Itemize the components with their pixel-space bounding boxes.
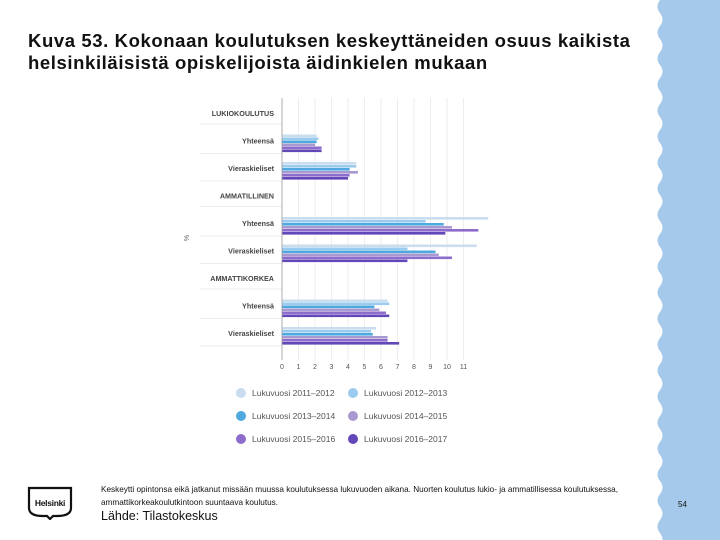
legend-swatch bbox=[348, 411, 358, 421]
legend-item bbox=[348, 434, 447, 444]
footnote: Keskeytti opintonsa eikä jatkanut missään muussa koulutuksessa lukuvuoden aikana. Nuorten koulutus lukio- ja ammatillisessa koulutuksessa, ammattikorkeakoulutkintoon suuntaava koulutus. bbox=[101, 485, 618, 507]
category-label: Vieraskieliset bbox=[228, 329, 274, 338]
bar bbox=[282, 220, 426, 223]
source-text: Lähde: Tilastokeskus bbox=[101, 509, 218, 523]
legend-item bbox=[236, 434, 335, 444]
x-tick-label: 10 bbox=[443, 364, 451, 370]
category-label: Yhteensä bbox=[242, 301, 274, 311]
bar bbox=[282, 257, 452, 260]
bar bbox=[282, 315, 389, 318]
bar bbox=[282, 248, 407, 251]
group-header-label: LUKIOKOULUTUS bbox=[211, 109, 274, 118]
x-tick-label: 5 bbox=[362, 364, 367, 370]
bar bbox=[282, 300, 388, 303]
bar bbox=[282, 251, 435, 254]
x-tick-label: 2 bbox=[313, 364, 317, 370]
x-tick-label: 8 bbox=[412, 364, 416, 370]
x-tick-label: 7 bbox=[395, 364, 400, 370]
bar bbox=[282, 254, 439, 257]
x-tick-label: 11 bbox=[459, 364, 468, 370]
group-header-label: AMMATTIKORKEA bbox=[210, 274, 274, 283]
bar bbox=[282, 229, 478, 232]
x-tick-label: 6 bbox=[379, 364, 383, 370]
legend-label: Lukuvuosi 2011–2012 bbox=[252, 388, 335, 398]
bar bbox=[282, 147, 322, 150]
legend-item bbox=[236, 388, 335, 398]
bar bbox=[282, 303, 389, 306]
legend-swatch bbox=[348, 388, 358, 398]
category-label: Vieraskieliset bbox=[228, 164, 274, 173]
bar bbox=[282, 141, 317, 144]
x-tick-label: 9 bbox=[428, 364, 433, 370]
x-tick-label: 3 bbox=[329, 364, 334, 370]
bar bbox=[282, 171, 358, 174]
legend-swatch bbox=[236, 411, 246, 421]
legend-item bbox=[348, 411, 447, 421]
legend-swatch bbox=[236, 434, 246, 444]
legend-swatch bbox=[348, 434, 358, 444]
bar-layer bbox=[282, 135, 488, 345]
legend-item bbox=[236, 411, 335, 421]
bar bbox=[282, 144, 315, 147]
legend-label: Lukuvuosi 2016–2017 bbox=[364, 434, 448, 444]
legend-item bbox=[348, 388, 447, 398]
bar bbox=[282, 174, 350, 177]
bar bbox=[282, 336, 388, 339]
group-header-label: AMMATILLINEN bbox=[219, 191, 274, 201]
bar bbox=[282, 245, 477, 248]
bar bbox=[282, 135, 317, 138]
bar bbox=[282, 342, 399, 345]
legend-label: Lukuvuosi 2014–2015 bbox=[364, 411, 448, 421]
legend-label: Lukuvuosi 2012–2013 bbox=[364, 388, 448, 398]
legend-label: Lukuvuosi 2015–2016 bbox=[252, 434, 336, 444]
slide-title: Kuva 53. Kokonaan koulutuksen keskeyttäneiden osuus kaikista helsinkiläisistä opiskelijoista äidinkielen mukaan bbox=[28, 30, 631, 73]
bar bbox=[282, 177, 348, 180]
category-label: Vieraskieliset bbox=[228, 246, 274, 256]
bar-chart bbox=[180, 90, 520, 370]
bar bbox=[282, 330, 371, 333]
category-label: Yhteensä bbox=[242, 136, 274, 146]
bar bbox=[282, 217, 488, 220]
legend-swatch bbox=[236, 388, 246, 398]
bar bbox=[282, 306, 374, 309]
bar bbox=[282, 162, 356, 165]
bar bbox=[282, 226, 452, 229]
helsinki-logo bbox=[27, 486, 73, 520]
bar bbox=[282, 168, 350, 171]
bar bbox=[282, 138, 318, 141]
y-unit-label: % bbox=[184, 234, 191, 242]
chart-legend bbox=[230, 386, 490, 450]
bar bbox=[282, 150, 322, 153]
wavy-border-shape bbox=[658, 0, 720, 540]
x-tick-label: 0 bbox=[280, 364, 284, 370]
bar bbox=[282, 232, 445, 235]
bar bbox=[282, 333, 373, 336]
x-tick-label: 1 bbox=[296, 364, 301, 370]
x-tick-label: 4 bbox=[346, 364, 350, 370]
bar bbox=[282, 223, 444, 226]
page-number: 54 bbox=[678, 500, 687, 509]
category-label: Yhteensä bbox=[242, 219, 274, 228]
bar bbox=[282, 327, 376, 330]
bar bbox=[282, 339, 388, 342]
logo-text: Helsinki bbox=[34, 498, 66, 508]
legend-label: Lukuvuosi 2013–2014 bbox=[252, 411, 336, 421]
bar bbox=[282, 165, 356, 168]
bar bbox=[282, 309, 379, 312]
bar bbox=[282, 312, 386, 315]
bar bbox=[282, 260, 407, 263]
